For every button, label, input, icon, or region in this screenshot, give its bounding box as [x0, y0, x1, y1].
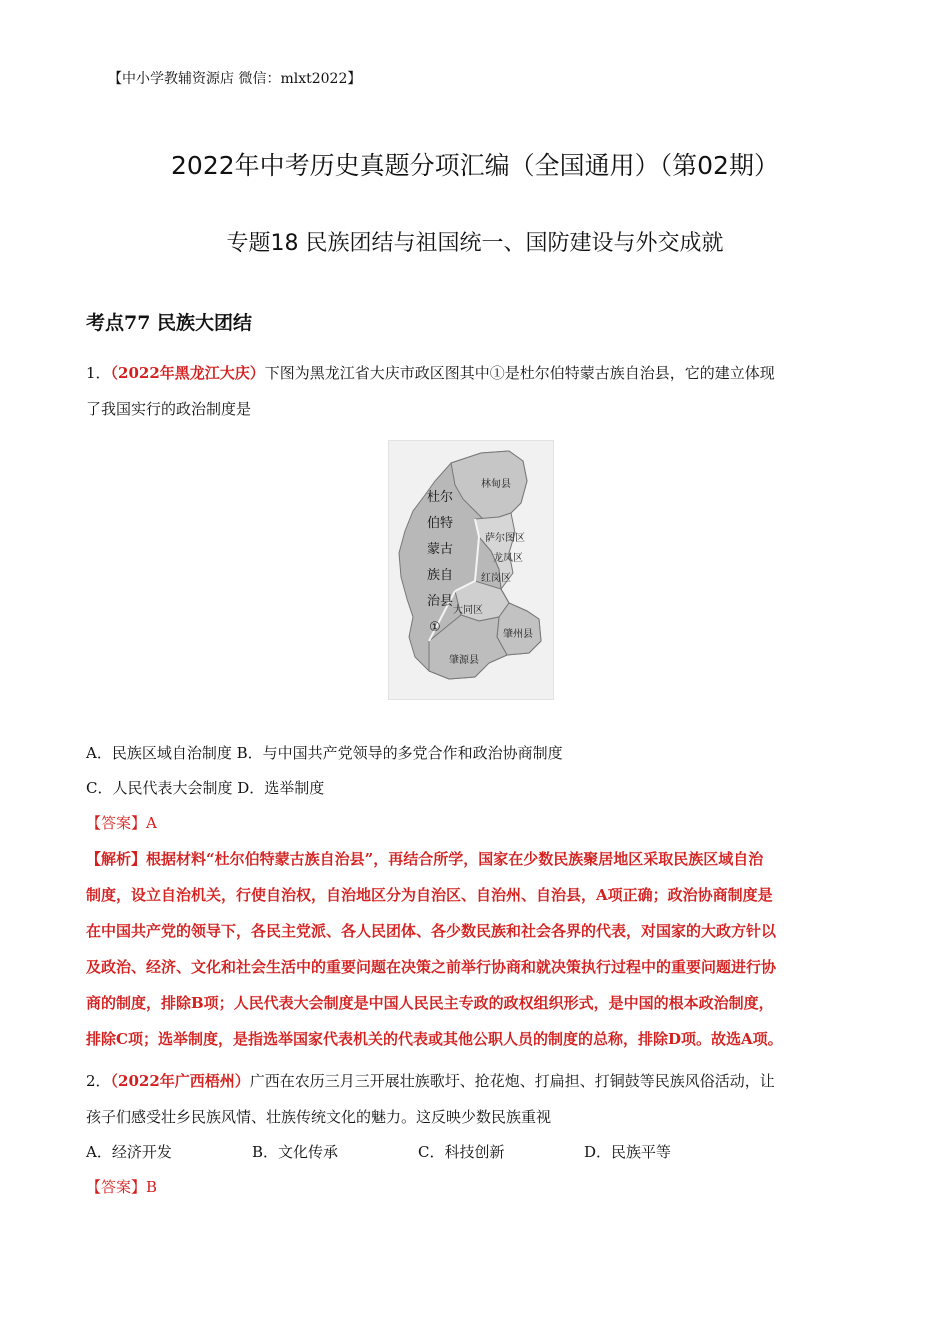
q2-option-d: D．民族平等: [584, 1143, 672, 1161]
q2-option-b: B．文化传承: [252, 1143, 339, 1161]
q1-stem-line2: 了我国实行的政治制度是: [86, 400, 252, 418]
q1-stem-line1: [86, 362, 775, 383]
map-label-dorbod-4: 族自: [427, 568, 454, 583]
section-heading: 考点77 民族大团结: [86, 312, 253, 334]
map-label-zhaoyuan: 肇源县: [449, 655, 479, 666]
header-note: 【中小学教辅资源店 微信：mlxt2022】: [108, 71, 362, 87]
q2-stem-line2: 孩子们感受壮乡民族风情、壮族传统文化的魅力。这反映少数民族重视: [86, 1108, 552, 1126]
document-subtitle: 专题18 民族团结与祖国统一、国防建设与外交成就: [226, 231, 724, 256]
daqing-map-image: [388, 440, 554, 700]
q2-stem-text: 广西在农历三月三开展壮族歌圩、抢花炮、打扁担、打铜鼓等民族风俗活动，让: [249, 1072, 775, 1090]
q1-stem-text: 下图为黑龙江省大庆市政区图其中①是杜尔伯特蒙古族自治县，它的建立体现: [264, 364, 775, 382]
map-label-dorbod-3: 蒙古: [427, 542, 454, 557]
q2-stem-line1: [86, 1070, 775, 1091]
map-label-dorbod-5: 治县: [427, 594, 454, 609]
daqing-map-svg: [389, 441, 553, 699]
q1-analysis-line: 在中国共产党的领导下，各民主党派、各人民团体、各少数民族和社会各界的代表，对国家的大政方针以: [86, 922, 777, 940]
q2-answer: 【答案】B: [86, 1178, 158, 1196]
map-label-dorbod-2: 伯特: [427, 516, 454, 531]
q1-analysis-line: 及政治、经济、文化和社会生活中的重要问题在决策之前举行协商和就决策执行过程中的重要问题进行协: [86, 958, 777, 976]
q1-analysis-line: 排除C项；选举制度，是指选举国家代表机关的代表或其他公职人员的制度的总称，排除D项。故选A项。: [86, 1030, 783, 1048]
q1-analysis-line: 【解析】根据材料“杜尔伯特蒙古族自治县”，再结合所学，国家在少数民族聚居地区采取民族区域自治: [86, 850, 764, 868]
map-label-longfeng: 龙凤区: [493, 553, 523, 564]
q1-options-line1: A．民族区域自治制度 B．与中国共产党领导的多党合作和政治协商制度: [86, 744, 563, 762]
q2-option-a: A．经济开发: [86, 1143, 172, 1161]
q1-options-line2: C．人民代表大会制度 D．选举制度: [86, 779, 325, 797]
q1-answer: 【答案】A: [86, 814, 157, 832]
map-label-zhaozhou: 肇州县: [503, 629, 533, 640]
q1-analysis-line: 制度，设立自治机关，行使自治权，自治地区分为自治区、自治州、自治县，A项正确；政治协商制度是: [86, 886, 773, 904]
q2-source: （2022年广西梧州）: [110, 1072, 250, 1090]
map-label-saertu: 萨尔图区: [485, 533, 525, 544]
map-label-dorbod-1: 杜尔: [427, 490, 454, 505]
q1-source: （2022年黑龙江大庆）: [110, 364, 265, 382]
map-label-honggang: 红岗区: [481, 573, 511, 584]
map-label-circle-1: ①: [429, 620, 441, 635]
document-title: 2022年中考历史真题分项汇编（全国通用）（第02期）: [171, 151, 779, 180]
q2-number: 2．: [86, 1072, 111, 1090]
q1-analysis-line: 商的制度，排除B项；人民代表大会制度是中国人民民主专政的政权组织形式，是中国的根本政治制度，: [86, 994, 774, 1012]
q2-option-c: C．科技创新: [418, 1143, 505, 1161]
map-label-datong: 大同区: [453, 605, 483, 616]
map-label-lindian: 林甸县: [481, 479, 511, 490]
q1-number: 1．: [86, 364, 111, 382]
